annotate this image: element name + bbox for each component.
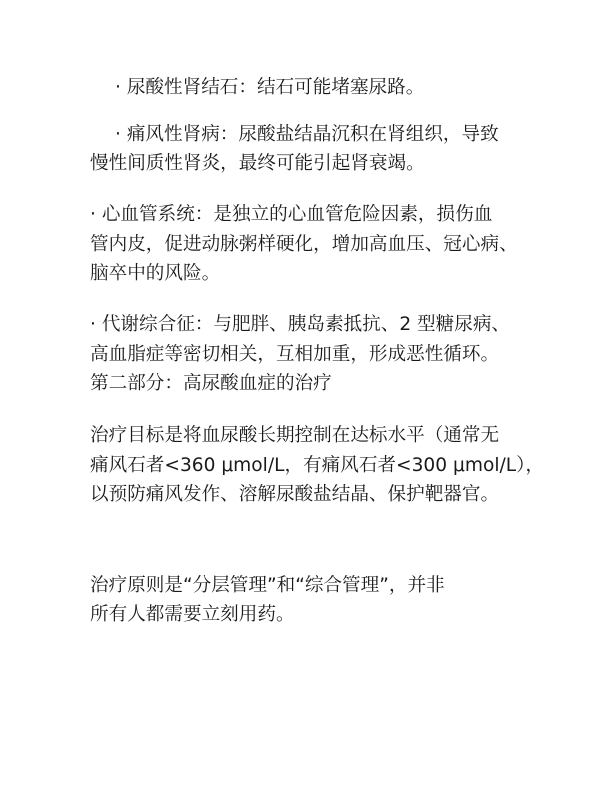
section-heading-treatment: 第二部分：高尿酸血症的治疗: [90, 373, 332, 394]
treatment-principle-line-2: 所有人都需要立刻用药。: [90, 604, 295, 625]
bullet-metabolic-syndrome-cont: 高血脂症等密切相关，互相加重，形成恶性循环。: [90, 344, 500, 365]
bullet-cardiovascular-cont-2: 脑卒中的风险。: [90, 263, 221, 284]
bullet-metabolic-syndrome: · 代谢综合征：与肥胖、胰岛素抵抗、2 型糖尿病、: [90, 314, 511, 335]
treatment-principle-line-1: 治疗原则是“分层管理”和“综合管理”，并非: [90, 575, 445, 596]
bullet-gout-nephropathy: · 痛风性肾病：尿酸盐结晶沉积在肾组织，导致: [115, 124, 499, 145]
bullet-cardiovascular-cont-1: 管内皮，促进动脉粥样硬化，增加高血压、冠心病、: [90, 234, 518, 255]
bullet-gout-nephropathy-cont: 慢性间质性肾炎，最终可能引起肾衰竭。: [90, 153, 425, 174]
bullet-uric-acid-stones: · 尿酸性肾结石：结石可能堵塞尿路。: [115, 77, 425, 98]
treatment-goal-line-3: 以预防痛风发作、溶解尿酸盐结晶、保护靶器官。: [90, 484, 500, 505]
bullet-cardiovascular: · 心血管系统：是独立的心血管危险因素，损伤血: [90, 204, 493, 225]
treatment-goal-line-1: 治疗目标是将血尿酸长期控制在达标水平（通常无: [90, 425, 500, 446]
treatment-goal-line-2: 痛风石者<360 μmol/L，有痛风石者<300 μmol/L），: [90, 455, 545, 476]
